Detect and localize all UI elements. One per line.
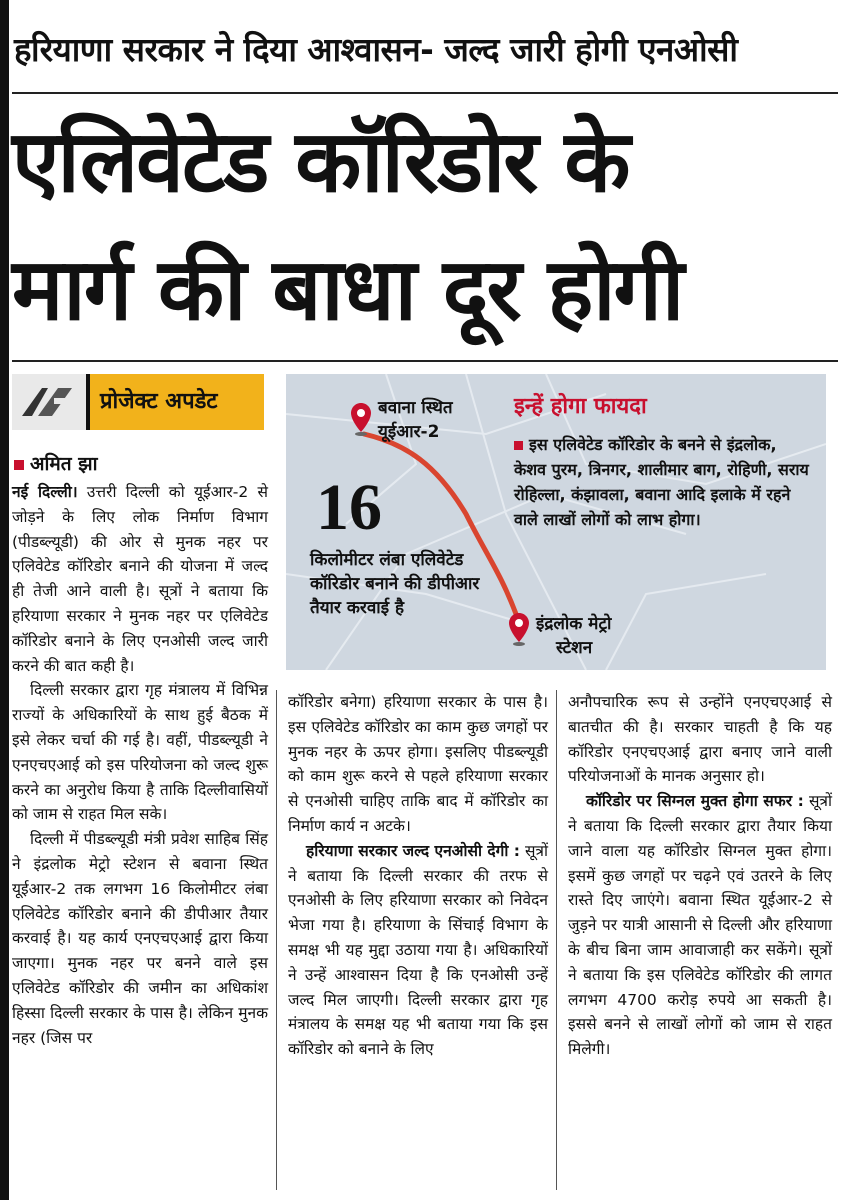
section-tag (12, 374, 264, 430)
column-divider (556, 690, 557, 1190)
benefit-title: इन्हें होगा फायदा (514, 394, 647, 419)
headline-line-1: एलिवेटेड कॉरिडोर के (12, 112, 629, 212)
paragraph: कॉरिडोर बनेगा) हरियाणा सरकार के पास है। इस एलिवेटेड कॉरिडोर का काम कुछ जगहों पर मुनक नहर के ऊपर होगा। इसलिए पीडब्ल्यूडी को काम शुरू करने से पहले हरियाणा सरकार से एनओसी चाहिए ताकि बाद में कॉरिडोर का निर्माण कार्य न अटके। (288, 693, 548, 835)
subheading: हरियाणा सरकार जल्द एनओसी देगी : (306, 841, 520, 860)
article-column-3 (568, 690, 832, 1062)
section-tag-label: प्रोजेक्ट अपडेट (86, 374, 264, 430)
byline (14, 450, 98, 476)
author-name: अमित झा (30, 453, 98, 475)
paragraph: अनौपचारिक रूप से उन्होंने एनएचएआई से बातचीत की है। सरकार चाहती है कि यह कॉरिडोर एनएचएआई द्वारा बनाए जाने वाली परियोजनाओं के मानक अनुसार हो। (568, 693, 832, 786)
divider (12, 360, 838, 362)
kicker-headline: हरियाणा सरकार ने दिया आश्वासन- जल्द जारी होगी एनओसी (14, 30, 738, 69)
subheading: कॉरिडोर पर सिग्नल मुक्त होगा सफर : (586, 792, 804, 811)
section-logo-icon (12, 374, 86, 430)
divider (12, 92, 838, 94)
paragraph: कॉरिडोर पर सिग्नल मुक्त होगा सफर : सूत्रों ने बताया कि दिल्ली सरकार द्वारा तैयार किया जाने वाला यह कॉरिडोर सिग्नल मुक्त होगा। इसमें कुछ जगहों पर चढ़ने एवं उतरने के लिए रास्ते दिए जाएंगे। बवाना स्थित यूईआर-2 से जुड़ने पर यात्री आसानी से दिल्ली और हरियाणा के बीच बिना जाम आवाजाही कर सकेंगे। सूत्रों ने बताया कि इस एलिवेटेड कॉरिडोर की लागत लगभग 4700 करोड़ रुपये आ सकती है। इससे बनने से लाखों लोगों को जाम से राहत मिलेगी। (568, 792, 832, 1059)
paragraph: दिल्ली सरकार द्वारा गृह मंत्रालय में विभिन्न राज्यों के अधिकारियों के साथ हुई बैठक में इसे लेकर चर्चा की गई है। वहीं, पीडब्ल्यूडी ने एनएचएआई को इस परियोजना को जल्द शुरू करने का अनुरोध किया है ताकि दिल्लीवासियों को जाम से राहत मिल सके। (12, 681, 268, 824)
bullet-square-icon (14, 460, 24, 470)
dateline: नई दिल्ली। (12, 483, 78, 501)
distance-number: 16 (316, 471, 382, 544)
distance-description: किलोमीटर लंबा एलिवेटेड कॉरिडोर बनाने की डीपीआर तैयार करवाई है (310, 550, 480, 618)
end-pin-icon (508, 612, 530, 650)
start-label: बवाना स्थित यूईआर-2 (378, 398, 453, 442)
bullet-square-icon (514, 441, 523, 450)
paragraph: नई दिल्ली। उत्तरी दिल्ली को यूईआर-2 से जोड़ने के लिए लोक निर्माण विभाग (पीडब्ल्यूडी) की ओर से मुनक नहर पर एलिवेटेड कॉरिडोर बनाने की योजना में जल्द ही तेजी आने वाली है। सूत्रों ने बताया कि हरियाणा सरकार ने मुनक नहर पर एलिवेटेड कॉरिडोर बनाने के लिए एनओसी जल्द जारी करने की बात कही है। (12, 483, 268, 675)
end-label: इंद्रलोक मेट्रो स्टेशन (536, 614, 612, 658)
start-pin-icon (350, 402, 372, 440)
paragraph: दिल्ली में पीडब्ल्यूडी मंत्री प्रवेश साहिब सिंह ने इंद्रलोक मेट्रो स्टेशन से बवाना स्थित यूईआर-2 तक लगभग 16 किलोमीटर लंबा एलिवेटेड कॉरिडोर बनाने की डीपीआर तैयार करवाई है। यह कार्य एनएचएआई द्वारा किया जाएगा। मुनक नहर पर बनने वाले इस एलिवेटेड कॉरिडोर की जमीन का अधिकांश हिस्सा दिल्ली सरकार के पास है। लेकिन मुनक नहर (जिस पर (12, 830, 268, 1047)
headline-line-2: मार्ग की बाधा दूर होगी (12, 240, 683, 340)
article-column-2 (288, 690, 548, 1062)
column-divider (276, 690, 277, 1190)
benefit-text: इस एलिवेटेड कॉरिडोर के बनने से इंद्रलोक, केशव पुरम, त्रिनगर, शालीमार बाग, रोहिणी, सराय रोहिल्ला, कंझावला, बवाना आदि इलाके में रहने वाले लाखों लोगों को लाभ होगा। (514, 435, 809, 529)
paragraph: हरियाणा सरकार जल्द एनओसी देगी : सूत्रों ने बताया कि दिल्ली सरकार की तरफ से एनओसी के लिए हरियाणा सरकार को निवेदन भेजा गया है। हरियाणा के सिंचाई विभाग के समक्ष भी यह मुद्दा उठाया गया है। अधिकारियों ने उन्हें आश्वासन दिया है कि एनओसी उन्हें जल्द मिल जाएगी। दिल्ली सरकार द्वारा गृह मंत्रालय के समक्ष यह भी बताया गया कि इस कॉरिडोर को बनाने के लिए (288, 841, 548, 1059)
article-column-1 (12, 480, 268, 1050)
route-map-graphic (286, 374, 826, 670)
left-border-bar (0, 0, 9, 1200)
